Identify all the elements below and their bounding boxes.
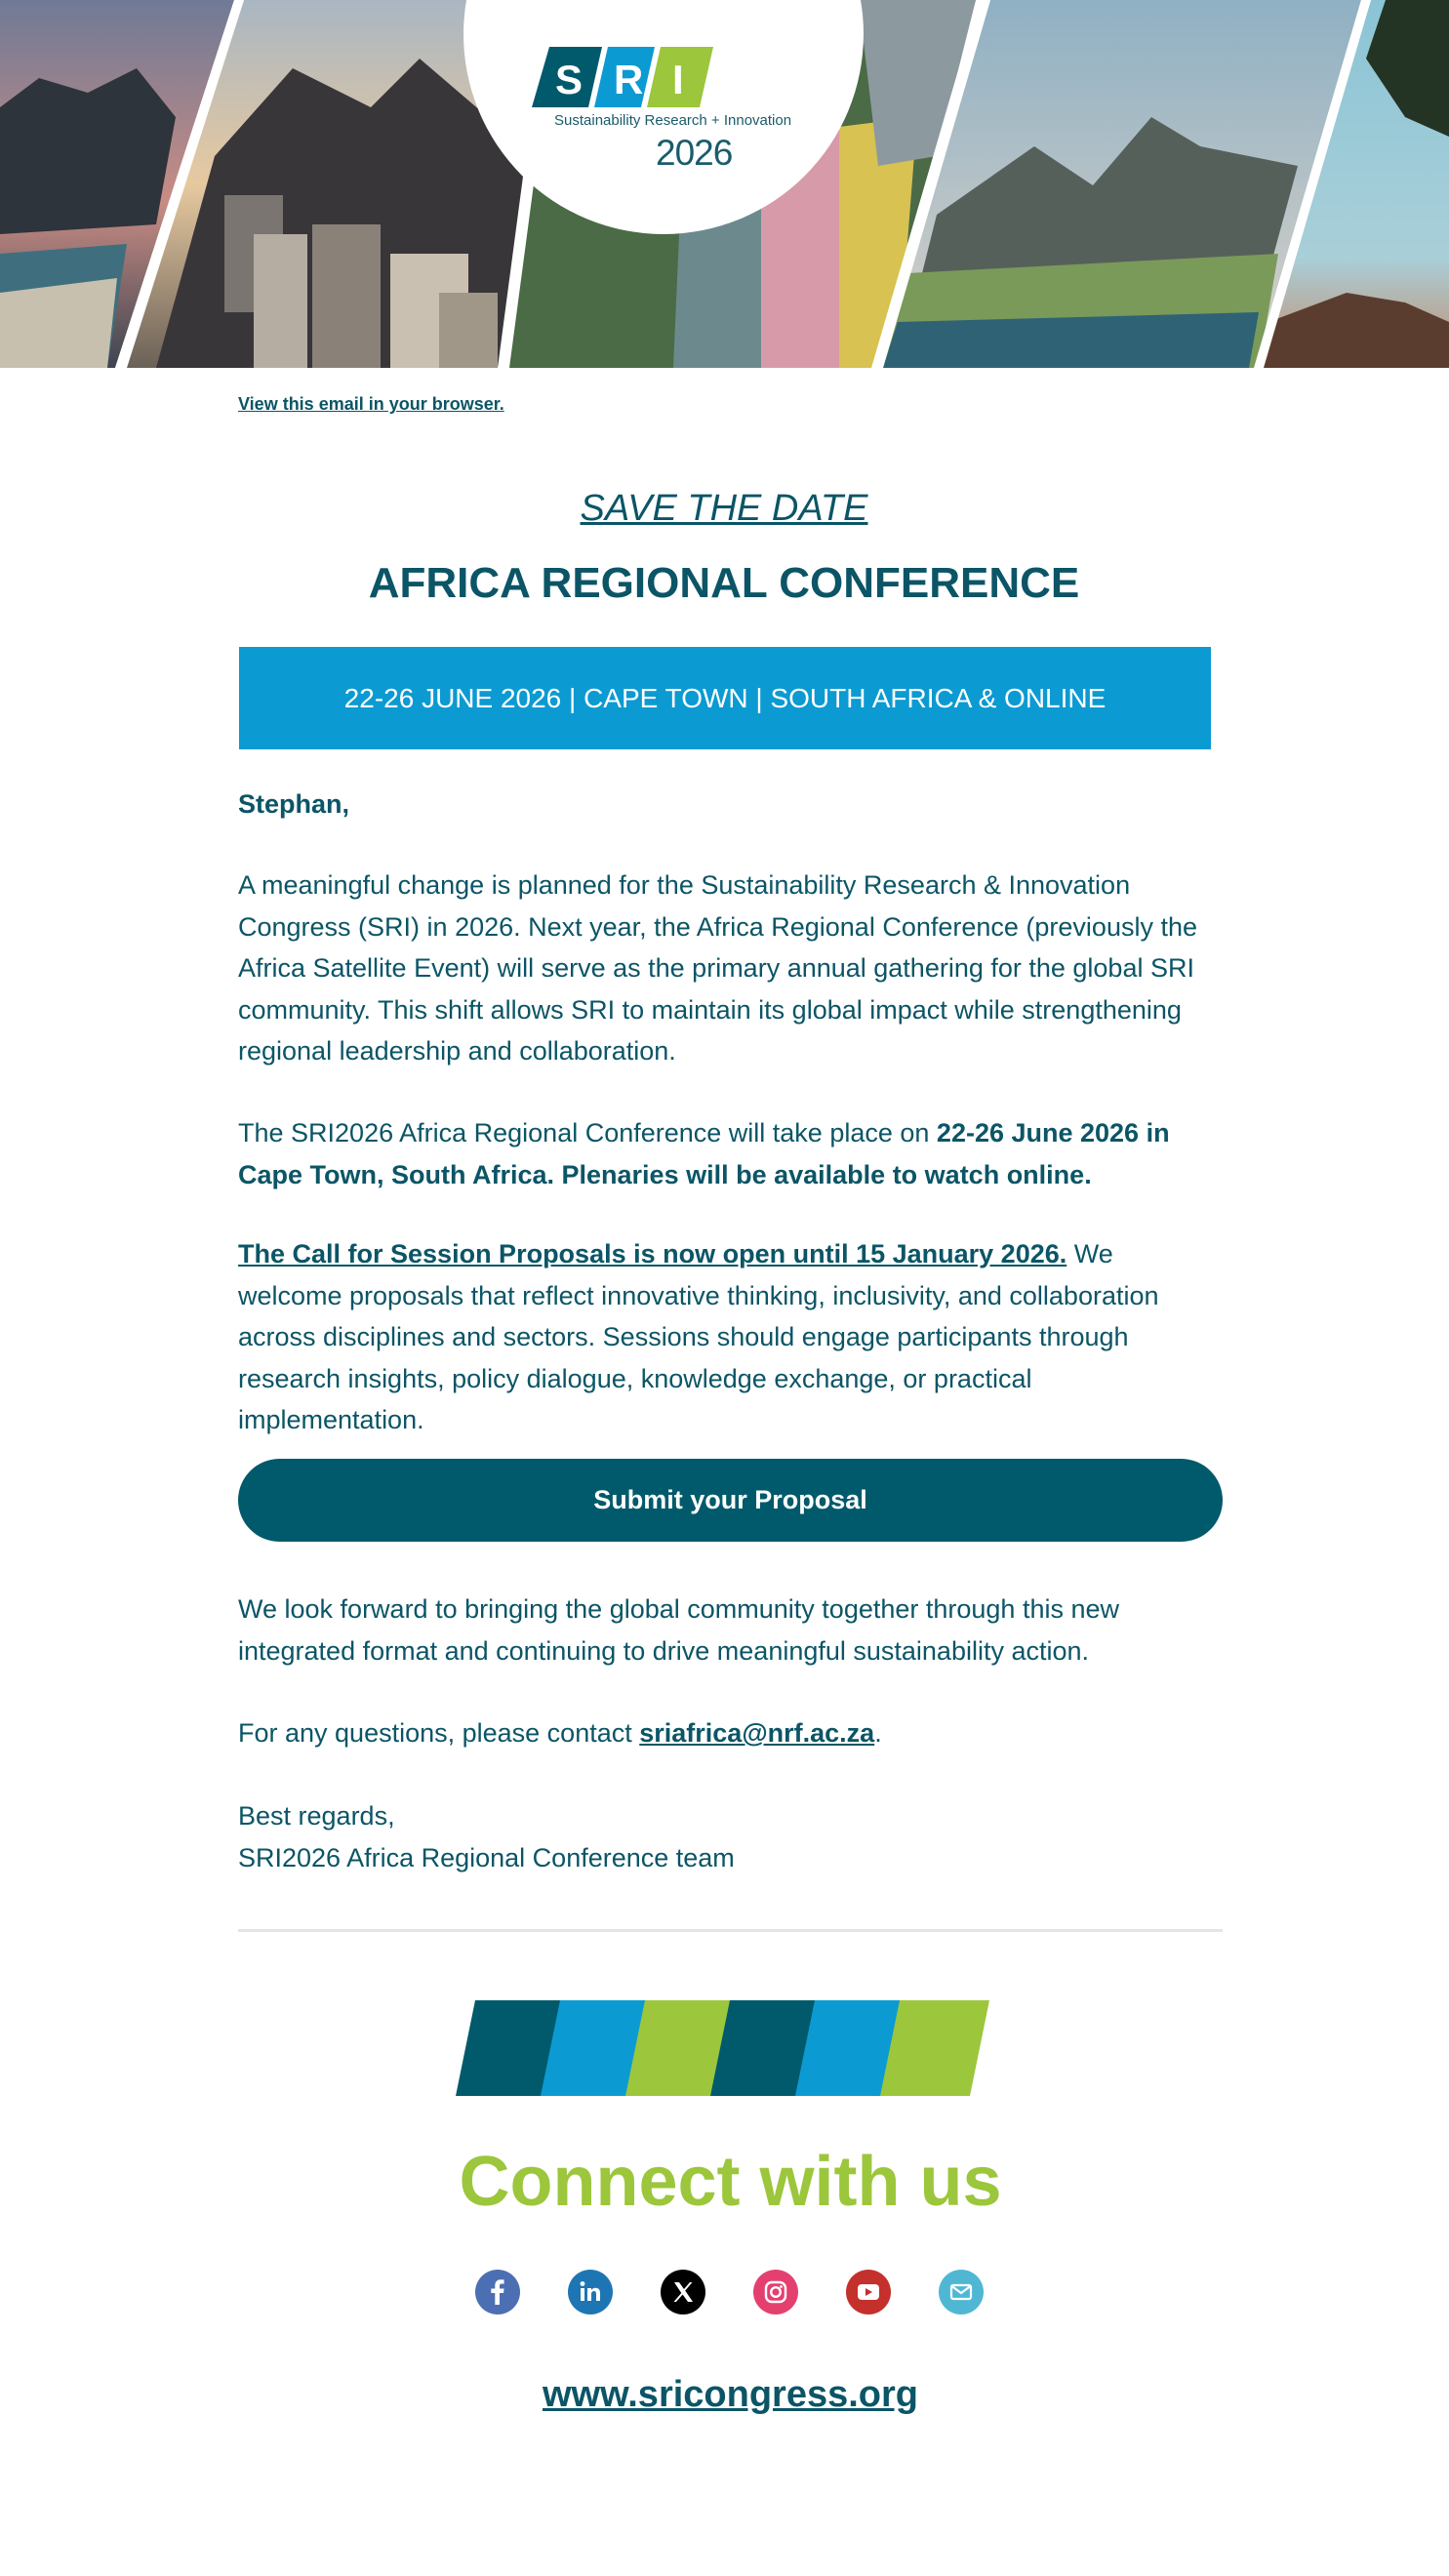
- header-photo-banner: [0, 0, 1449, 368]
- logo-tagline: Sustainability Research + Innovation: [554, 112, 792, 129]
- proposals-paragraph: [238, 1233, 1224, 1441]
- intro-paragraph: A meaningful change is planned for the Sustainability Research & Innovation Congress (SRI) in 2026. Next year, the Africa Regional Conference (previously the Africa Satellite Event) will serve as the primary annual gathering for the global SRI community. This shift allows SRI to maintain its global impact while strengthening regional leadership and collaboration.: [238, 870, 1197, 1066]
- contact-email-link[interactable]: sriafrica@nrf.ac.za: [639, 1718, 875, 1748]
- instagram-icon[interactable]: [753, 2270, 798, 2314]
- x-icon[interactable]: [661, 2270, 705, 2314]
- event-details-banner: 22-26 JUNE 2026 | CAPE TOWN | SOUTH AFRICA & ONLINE: [239, 647, 1211, 749]
- dates-paragraph: [238, 1112, 1224, 1195]
- conference-title: AFRICA REGIONAL CONFERENCE: [368, 559, 1080, 607]
- email-icon[interactable]: [939, 2270, 984, 2314]
- signoff-team: SRI2026 Africa Regional Conference team: [238, 1842, 735, 1872]
- youtube-icon[interactable]: [846, 2270, 891, 2314]
- connect-with-us-heading: Connect with us: [459, 2143, 1002, 2221]
- footer-divider: [238, 1929, 1223, 1932]
- view-in-browser-link[interactable]: View this email in your browser.: [238, 394, 504, 414]
- logo-letter-s: S: [555, 57, 584, 102]
- contact-lead-text: For any questions, please contact: [238, 1718, 640, 1748]
- signoff: [238, 1795, 1224, 1878]
- brand-stripes-graphic: [456, 2000, 994, 2096]
- linkedin-icon[interactable]: [568, 2270, 613, 2314]
- contact-paragraph: [238, 1712, 1224, 1754]
- submit-proposal-button[interactable]: Submit your Proposal: [238, 1459, 1223, 1542]
- closing-paragraph: We look forward to bringing the global community together through this new integrated format and continuing to drive meaningful sustainability action.: [238, 1594, 1119, 1666]
- sri-logo: [532, 47, 717, 109]
- logo-letter-r: R: [614, 57, 644, 102]
- signoff-regards: Best regards,: [238, 1801, 395, 1831]
- dates-bold-text: 22-26 June 2026 in Cape Town, South Africa. Plenaries will be available to watch online.: [238, 1118, 1170, 1189]
- website-link[interactable]: www.sricongress.org: [542, 2374, 919, 2415]
- proposals-text: We welcome proposals that reflect innovative thinking, inclusivity, and collaboration across disciplines and sectors. Sessions should engage participants through research insights, policy dialogue, knowledge exchange, or practical implementation.: [238, 1239, 1159, 1434]
- facebook-icon[interactable]: [475, 2270, 520, 2314]
- save-the-date-heading: SAVE THE DATE: [580, 488, 868, 529]
- call-for-proposals-link[interactable]: The Call for Session Proposals is now open until 15 January 2026.: [238, 1239, 1067, 1268]
- social-links: [238, 2270, 1223, 2314]
- dates-lead-text: The SRI2026 Africa Regional Conference will take place on: [238, 1118, 937, 1147]
- contact-trail: .: [874, 1718, 882, 1748]
- greeting: Stephan,: [238, 789, 350, 819]
- logo-letter-i: I: [672, 57, 684, 102]
- logo-year: 2026: [656, 133, 733, 173]
